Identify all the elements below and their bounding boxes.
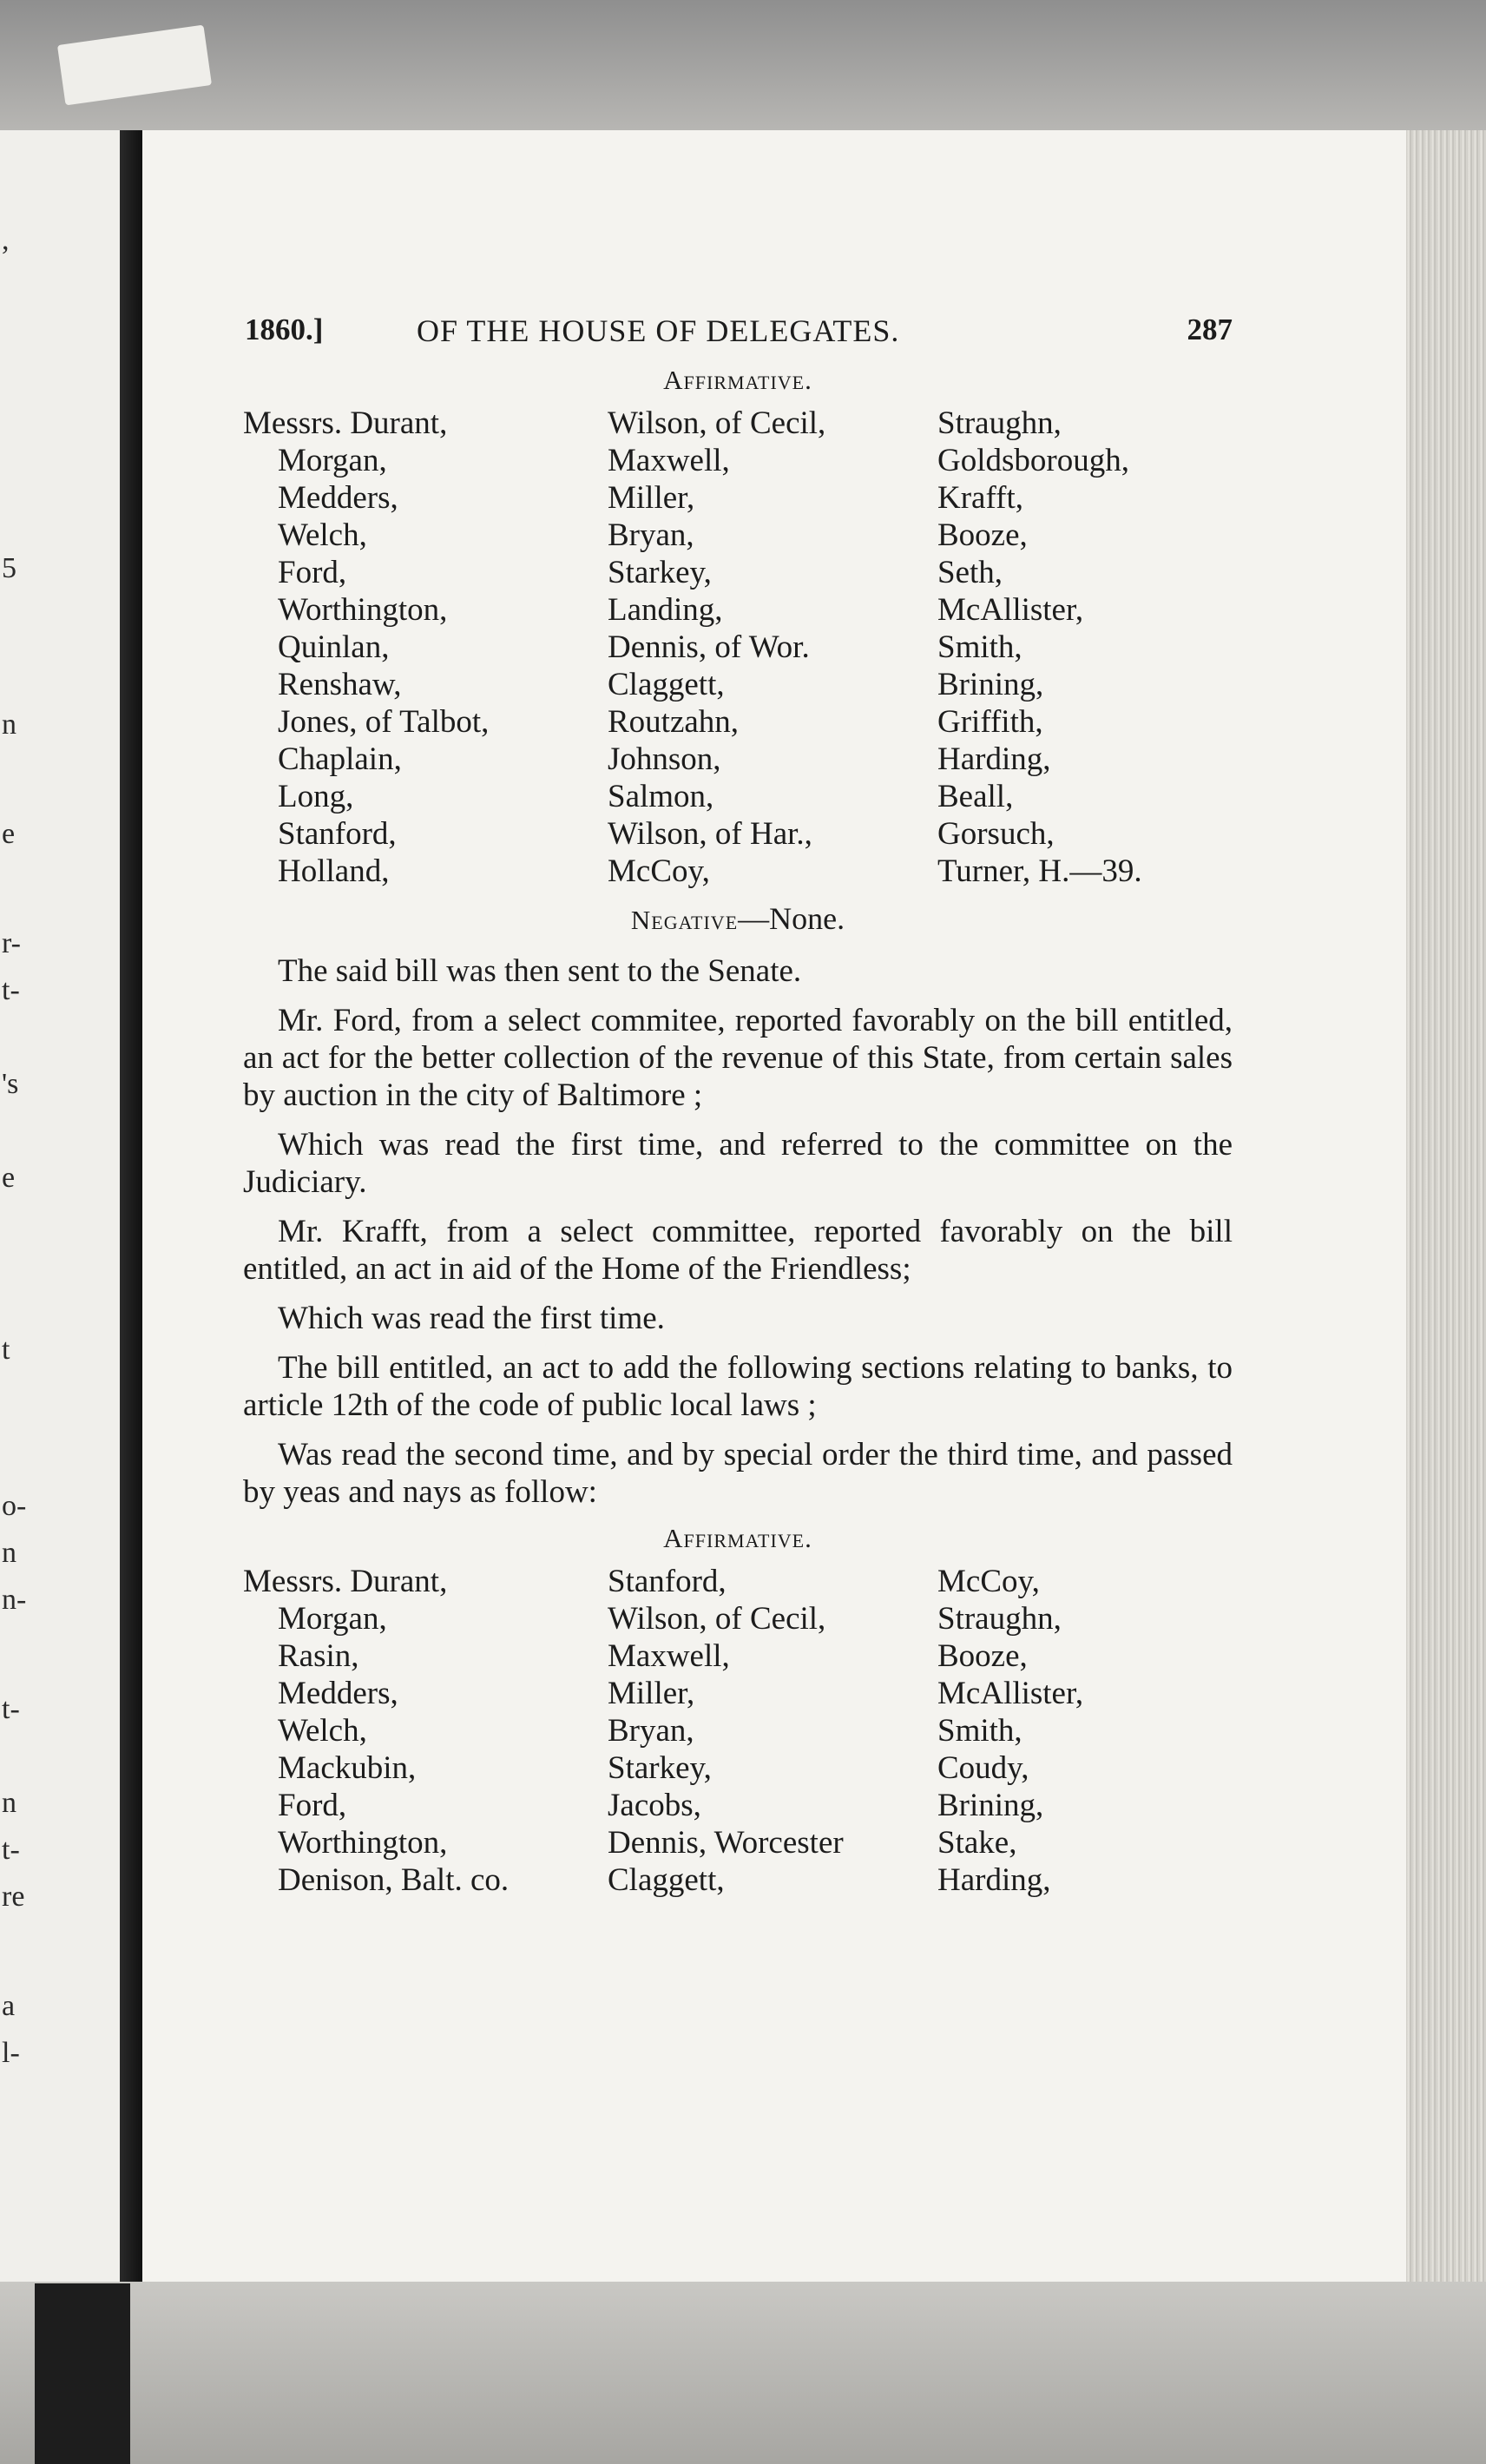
member-name: Goldsborough, xyxy=(937,443,1129,478)
member-name: Stake, xyxy=(937,1825,1017,1861)
facing-page-fragment: o- xyxy=(2,1490,27,1522)
scan-bottom-margin xyxy=(0,2282,1486,2464)
paragraph: Which was read the first time, and referred to the committee on the Judiciary. xyxy=(243,1127,1233,1200)
member-name: Brining, xyxy=(937,667,1044,702)
member-name: Johnson, xyxy=(608,741,721,777)
page-fore-edge xyxy=(1406,130,1486,2336)
member-name: Worthington, xyxy=(278,592,448,628)
member-name: Jacobs, xyxy=(608,1788,701,1823)
facing-page-fragment: n xyxy=(2,1787,16,1819)
member-name: Welch, xyxy=(278,517,367,553)
member-name: Ford, xyxy=(278,555,347,590)
member-name: Denison, Balt. co. xyxy=(278,1862,510,1898)
member-name: Salmon, xyxy=(608,779,714,814)
member-name: Wilson, of Cecil, xyxy=(608,405,826,441)
member-name: Claggett, xyxy=(608,667,725,702)
book-gutter xyxy=(120,130,142,2457)
member-name: Morgan, xyxy=(278,443,387,478)
member-name: Quinlan, xyxy=(278,629,390,665)
affirmative-heading-2: Affirmative. xyxy=(663,1523,812,1553)
member-name: Turner, H.—39. xyxy=(937,853,1142,889)
member-name: Medders, xyxy=(278,1676,398,1711)
member-name: McCoy, xyxy=(937,1564,1040,1599)
roll-column xyxy=(243,405,608,890)
member-name: Starkey, xyxy=(608,555,712,590)
member-name: Beall, xyxy=(937,779,1014,814)
member-name: Landing, xyxy=(608,592,723,628)
member-name: Claggett, xyxy=(608,1862,725,1898)
member-name: Stanford, xyxy=(278,816,397,852)
facing-page-fragments xyxy=(0,130,35,2283)
facing-page-fragment: n xyxy=(2,708,16,741)
facing-page-fragment: 's xyxy=(2,1068,19,1100)
member-name: Miller, xyxy=(608,480,695,516)
running-head xyxy=(243,313,1233,365)
facing-page-fragment: a xyxy=(2,1990,16,2022)
member-name: Wilson, of Har., xyxy=(608,816,812,852)
scan-top-margin xyxy=(0,0,1486,130)
page-number: 287 xyxy=(1187,313,1233,346)
member-name: Bryan, xyxy=(608,517,694,553)
negative-line xyxy=(243,900,1233,937)
member-name: Welch, xyxy=(278,1713,367,1749)
second-vote-roll xyxy=(243,1563,1233,1899)
paragraph: Mr. Ford, from a select commitee, reported favorably on the bill entitled, an act for the better collection of the revenue of this State, from certain sales by auction in the city of Baltimore ; xyxy=(243,1003,1233,1113)
member-name: Griffith, xyxy=(937,704,1043,740)
negative-label: Negative xyxy=(630,905,739,935)
member-name: Harding, xyxy=(937,1862,1051,1898)
roll-column xyxy=(243,1563,608,1899)
text-block xyxy=(243,313,1233,1899)
affirmative-heading: Affirmative. xyxy=(663,365,812,395)
facing-page-fragment: e xyxy=(2,818,16,850)
roll-column xyxy=(937,405,1233,890)
member-name: Jones, of Talbot, xyxy=(278,704,490,740)
facing-page-fragment: n xyxy=(2,1537,16,1569)
facing-page-fragment: 5 xyxy=(2,552,16,584)
facing-page-fragment: t xyxy=(2,1334,10,1366)
facing-page-fragment: t- xyxy=(2,1693,20,1725)
member-name: Maxwell, xyxy=(608,443,730,478)
first-vote-roll xyxy=(243,405,1233,890)
member-name: Dennis, Worcester xyxy=(608,1825,844,1861)
paragraph: Mr. Krafft, from a select committee, reported favorably on the bill entitled, an act in aid of the Home of the Friendless; xyxy=(243,1214,1233,1287)
binding-edge xyxy=(35,2283,130,2464)
member-name: Booze, xyxy=(937,1638,1028,1674)
member-name: Rasin, xyxy=(278,1638,359,1674)
member-name: Worthington, xyxy=(278,1825,448,1861)
member-name: Miller, xyxy=(608,1676,695,1711)
paragraph: The bill entitled, an act to add the following sections relating to banks, to article 12th of the code of public local laws ; xyxy=(243,1350,1233,1423)
member-name: Harding, xyxy=(937,741,1051,777)
roll-column xyxy=(608,405,937,890)
member-name: Krafft, xyxy=(937,480,1023,516)
header-year: 1860.] xyxy=(245,313,324,346)
paragraph: Which was read the first time. xyxy=(278,1301,665,1336)
member-name: Straughn, xyxy=(937,1601,1062,1637)
facing-page-fragment: re xyxy=(2,1881,25,1913)
member-name: Chaplain, xyxy=(278,741,402,777)
member-name: Wilson, of Cecil, xyxy=(608,1601,826,1637)
facing-page-fragment: , xyxy=(2,224,10,256)
member-name: Gorsuch, xyxy=(937,816,1055,852)
member-name: Straughn, xyxy=(937,405,1062,441)
member-name: Booze, xyxy=(937,517,1028,553)
member-name: Routzahn, xyxy=(608,704,740,740)
header-title: OF THE HOUSE OF DELEGATES. xyxy=(417,313,900,348)
facing-page-fragment: r- xyxy=(2,927,21,959)
member-name: Mackubin, xyxy=(278,1750,417,1786)
member-name: Coudy, xyxy=(937,1750,1029,1786)
member-name: McAllister, xyxy=(937,1676,1084,1711)
member-name: Morgan, xyxy=(278,1601,387,1637)
paragraph: Was read the second time, and by special order the third time, and passed by yeas and nays as follow: xyxy=(243,1437,1233,1510)
member-name: Renshaw, xyxy=(278,667,402,702)
roll-column xyxy=(608,1563,937,1899)
member-name: McCoy, xyxy=(608,853,710,889)
member-name: Medders, xyxy=(278,480,398,516)
member-name: Long, xyxy=(278,779,354,814)
member-name: Smith, xyxy=(937,629,1022,665)
facing-page-fragment: n- xyxy=(2,1584,27,1616)
member-name: Holland, xyxy=(278,853,390,889)
facing-page-fragment: t- xyxy=(2,1834,20,1866)
facing-page-fragment: l- xyxy=(2,2037,20,2069)
facing-page-fragment: e xyxy=(2,1162,16,1194)
member-name: Bryan, xyxy=(608,1713,694,1749)
negative-value: —None. xyxy=(738,901,845,936)
member-name: Maxwell, xyxy=(608,1638,730,1674)
member-name: Ford, xyxy=(278,1788,347,1823)
member-name: Starkey, xyxy=(608,1750,712,1786)
roll-column xyxy=(937,1563,1233,1899)
facing-page-fragment: t- xyxy=(2,974,20,1006)
member-name: Stanford, xyxy=(608,1564,727,1599)
member-name: Messrs. Durant, xyxy=(243,1564,448,1599)
paragraph: The said bill was then sent to the Senate. xyxy=(278,953,802,989)
member-name: Brining, xyxy=(937,1788,1044,1823)
member-name: Seth, xyxy=(937,555,1003,590)
member-name: McAllister, xyxy=(937,592,1084,628)
member-name: Smith, xyxy=(937,1713,1022,1749)
member-name: Dennis, of Wor. xyxy=(608,629,810,665)
member-name: Messrs. Durant, xyxy=(243,405,448,441)
